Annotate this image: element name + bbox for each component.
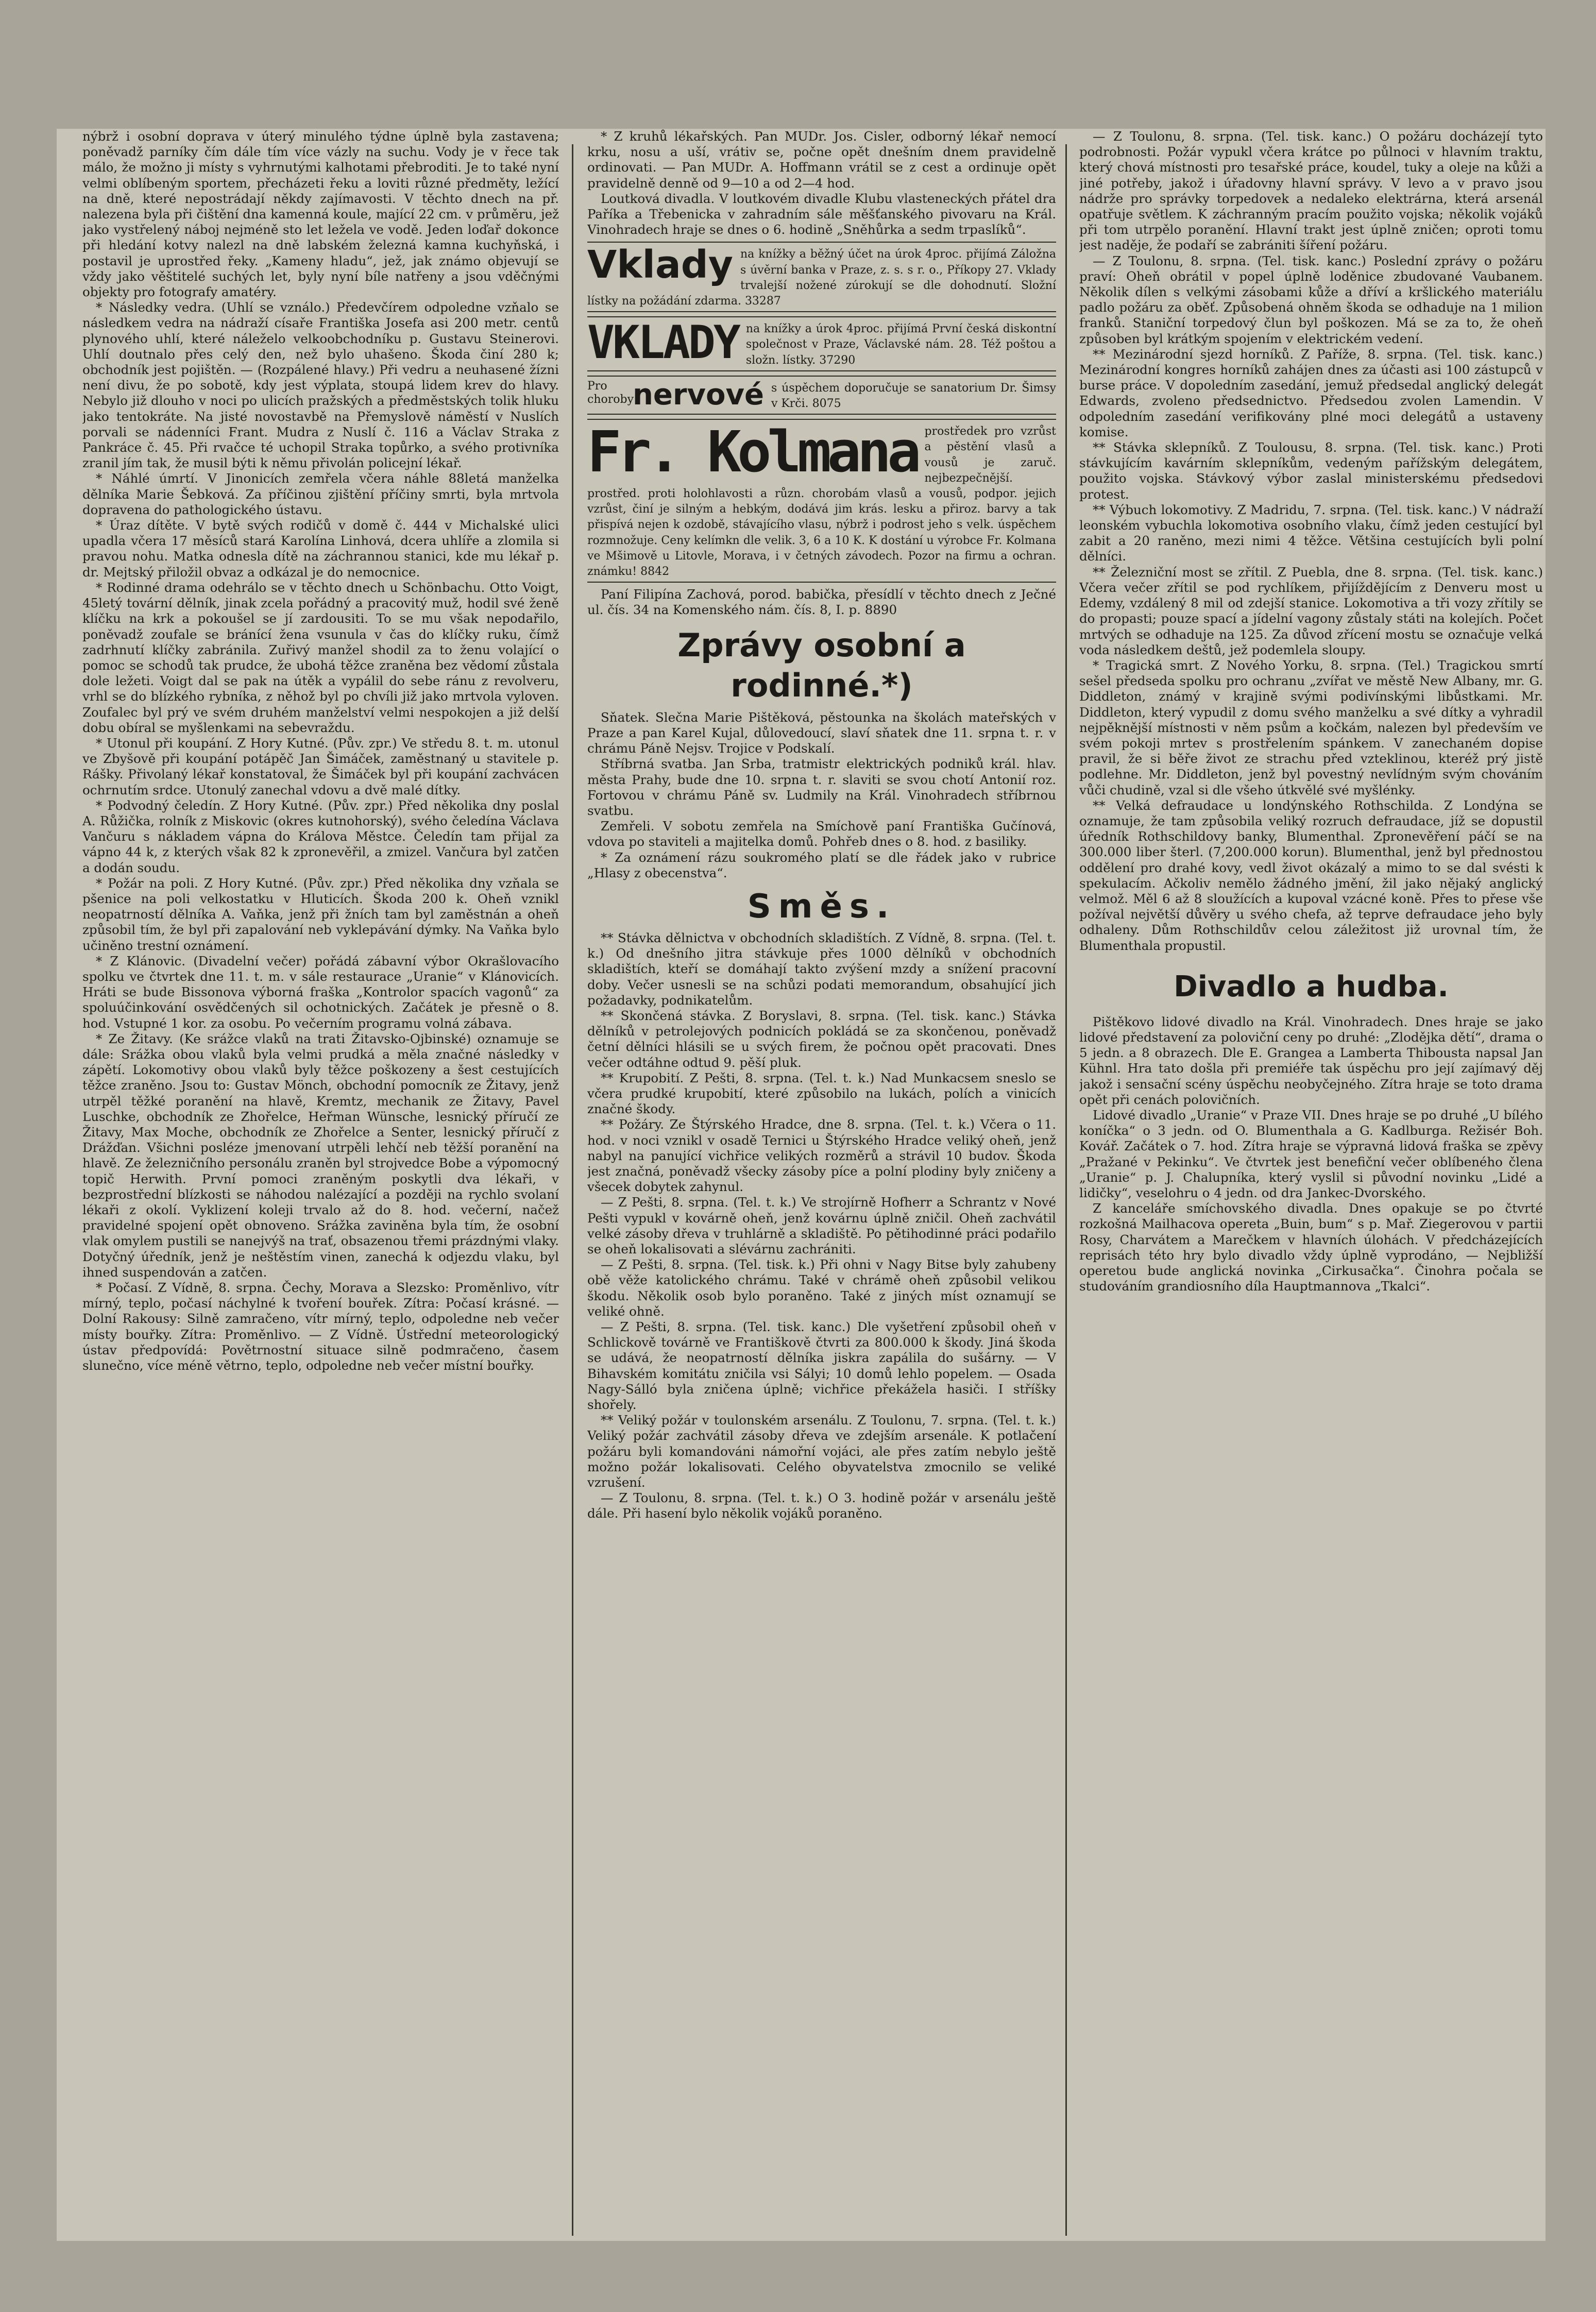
article-paragraph: ** Velká defraudace u londýnského Rothschilda. Z Londýna se oznamuje, že tam způsobila veliký rozruch defraudace, jíž se dopustil úředník Rothschildovy banky, Blumenthal. Zpronevěření páčí se na 300.000 liber šterl. (7,200.000 korun). Blumenthal, jenž byl přednostou oddělení pro drahé kovy, vedl život okázalý a mimo to se dal svésti k spekulacím. Ačkoliv nemělo žádného jmění, žil jako nějaký anglický velmož. Měl 6 až 8 sloužících a kupoval vzácné koně. Přes to přese vše požíval největší důvěry u svého chefa, až teprve defraudace jeho byly odhaleny. Dům Rothschildův celou záležitost již urovnal tím, že Blumenthala propustil. <box>1079 797 1543 953</box>
ad-text: prostředek pro vzrůst a pěstění vlasů a vousů je zaruč. nejbezpečnější. prostřed. proti holohlavosti a různ. chorobám vlasů a vousů, podpor. jejich vzrůst, činí je silným a hebkým, dodává jim krás. lesku a přiroz. barvy a tak přispívá nejen k ozdobě, stávajícího vlasu, nýbrž i podrost jeho s velk. úspěchem rozmnožuje. Ceny kelímkn dle velik. 3, 6 a 10 K. K dostání u výrobce Fr. Kolmana ve Mšimově u Litovle, Morava, i v četných závodech. Pozor na firmu a ochran. známku! 8842 <box>587 425 1056 579</box>
article-paragraph: Z kanceláře smíchovského divadla. Dnes opakuje se po čtvrté rozkošná Mailhacova opereta „Buin, bum“ s p. Mař. Ziegerovou v partii Rosy, Charvátem a Marečkem v hlavních úlohách. V předcházejících reprisách této hry bylo divadlo vždy úplně vyprodáno, — Nejbližší operetou bude anglická novinka „Cirkusačka“. Činohra počala se studováním grandiosního díla Hauptmannova „Tkalci“. <box>1079 1201 1543 1294</box>
ad-prefix: Pro choroby <box>587 379 634 406</box>
column-rule <box>572 144 573 2236</box>
article-paragraph: * Rodinné drama odehrálo se v těchto dnech u Schönbachu. Otto Voigt, 45letý tovární dělník, jinak zcela pořádný a pracovitý muž, hodil své ženě klíčku na krk a pokoušel se jí zardousiti. To se mu však nepodařilo, poněvadž zoufale se bránící žena vsunula v čas do klíčky ruku, čímž zadrhnutí klíčky zabránila. Zuřivý manžel shodil za to ženu volající o pomoc se schodů tak prudce, že ubohá těžce zraněna bez vědomí zůstala dole ležeti. Voigt dal se pak na útěk a vypálil do sebe ránu z revolveru, vrhl se do blízkého rybníka, z něhož byl po chvíli již jako mrtvola vyloven. Zoufalec byl prý ve svém druhém manželství velmi nespokojen a již delší dobu obíral se myšlenkami na sebevraždu. <box>82 580 559 735</box>
article-paragraph: — Z Toulonu, 8. srpna. (Tel. tisk. kanc.) O požáru docházejí tyto podrobnosti. Požár vypukl včera krátce po půlnoci v hlavním traktu, který chová místnosti pro tesařské práce, koudel, tuky a oleje na kůži a jiné potřeby, jakož i úřadovny hlavní správy. V levo a v pravo jsou nádrže pro správky torpedovek a nedaleko elektrárna, která arsenál opatřuje světlem. K záchranným pracím použito vojska; několik vojáků při tom utrpělo poranění. Hlavní trakt jest úplně zničen; oproti tomu jest naděje, že podaří se zabrániti šíření požáru. <box>1079 129 1543 253</box>
advertisement-vklady-diskontni <box>587 316 1056 371</box>
article-paragraph: — Z Pešti, 8. srpna. (Tel. tisk. kanc.) Dle vyšetření způsobil oheň v Schlickově továrně ve Františkově čtvrti za 800.000 k škody. Jiná škoda se udává, že neopatrností dělníka jiskra zapálila do sušárny. — V Bihavském komitátu zničila vsi Sályi; 10 domů lehlo popelem. — Osada Nagy-Sálló byla zničena úplně; vichřice překážela hasiči. I stříšky shořely. <box>587 1319 1056 1413</box>
article-paragraph: ** Železniční most se zřítil. Z Puebla, dne 8. srpna. (Tel. tisk. kanc.) Včera večer zřítil se pod rychlíkem, přijíždějícím z Denveru most u Edemy, vzdálený 8 mil od zdejší stanice. Lokomotiva a tři vozy zřítily se do propasti; pouze spací a jídelní vagony zůstaly státi na kolejích. Počet mrtvých se odhaduje na 125. Za důvod zřícení mostu se označuje velká voda následkem deštů, jež podemlela sloupy. <box>1079 564 1543 657</box>
ad-headline: Vklady <box>587 243 733 287</box>
article-paragraph: * Požár na poli. Z Hory Kutné. (Pův. zpr.) Před několika dny vzňala se pšenice na poli velkostatku v Hluticích. Škoda 200 k. Oheň vznikl neopatrností dělníka A. Vaňka, jenž při žních tam byl zaměstnán a oheň způsobil tím, že byl při zapalování neb vyklepávání dýmky. Na Vaňka bylo učiněno trestní oznámení. <box>82 875 559 953</box>
advertisement-kolmana <box>587 419 1056 583</box>
article-paragraph: * Náhlé úmrtí. V Jinonicích zemřela včera náhle 88letá manželka dělníka Marie Šebková. Za příčinou zjištění příčiny smrti, byla mrtvola dopravena do pathologického ústavu. <box>82 471 559 517</box>
ad-text: s úspěchem doporučuje se sanatorium Dr. Šimsy v Krči. 8075 <box>771 381 1056 411</box>
article-paragraph: Stříbrná svatba. Jan Srba, tratmistr elektrických podniků král. hlav. města Prahy, bude dne 10. srpna t. r. slaviti se svou chotí Antonií roz. Fortovou v chrámu Páně sv. Ludmily na Král. Vinohradech stříbrnou svatbu. <box>587 756 1056 818</box>
column-rule <box>1065 144 1067 2236</box>
article-paragraph: ** Požáry. Ze Štýrského Hradce, dne 8. srpna. (Tel. t. k.) Včera o 11. hod. v noci vznikl v osadě Ternici u Štýrského Hradce veliký oheň, jenž nabyl na panující vichřice velikých rozměrů a strávil 10 budov. Škoda jest značná, poněvadž všecky zásoby píce a polní plodiny byly zničeny a všecek dobytek zahynul. <box>587 1117 1056 1195</box>
ad-text: na knížky a běžný účet na úrok 4proc. přijímá Záložna s úvěrní banka v Praze, z. s. s r. o., Příkopy 27. Vklady trvalejší nožené zúrokují se dle dohodnutí. Složní lístky na požádání zdarma. 33287 <box>587 248 1056 308</box>
newspaper-page <box>57 129 1546 2241</box>
article-paragraph: ** Stávka sklepníků. Z Toulousu, 8. srpna. (Tel. tisk. kanc.) Proti stávkujícím kavárním sklepníkům, vedeným pařížským delegátem, použito vojska. Stávkový výbor zaslal ministerskému předsedovi protest. <box>1079 440 1543 502</box>
ad-headline: Fr. Kolmana <box>587 419 918 485</box>
article-paragraph: — Z Pešti, 8. srpna. (Tel. t. k.) Ve strojírně Hofherr a Schrantz v Nové Pešti vypukl v kovárně oheň, jenž kovárnu úplně zničil. Oheň zachvátil velké zásoby dřeva v truhlárně a skladiště. Po pětihodinné práci podařilo se oheň lokalisovati a slévárnu zachrániti. <box>587 1195 1056 1256</box>
article-paragraph: * Utonul při koupání. Z Hory Kutné. (Pův. zpr.) Ve středu 8. t. m. utonul ve Zbyšově při koupání potápěč Jan Šimáček, zaměstnaný u stavitele p. Rášky. Přivolaný lékař konstatoval, že Šimáček byl při koupání zachvácen ochrnutím srdce. Utonulý zanechal vdovu a dvě malé dítky. <box>82 735 559 797</box>
article-paragraph: — Z Toulonu, 8. srpna. (Tel. tisk. kanc.) Poslední zprávy o požáru praví: Oheň obrátil v popel úplně loděnice zbudované Vaubanem. Několik dílen s velkými zásobami kůže a dříví a kršlického materiálu padlo požáru za oběť. Způsobená ohněm škoda se odhaduje na 1 milion franků. Staniční torpedový člun byl poškozen. Má se za to, že oheň způsoben byl krátkým spojením v elektrickém vedení. <box>1079 253 1543 346</box>
column-2 <box>587 129 1056 2241</box>
article-paragraph: ** Výbuch lokomotivy. Z Madridu, 7. srpna. (Tel. tisk. kanc.) V nádraží leonském vybuchla lokomotiva osobního vlaku, čímž jeden cestující byl zabit a 20 raněno, mezi nimi 4 těžce. Většina cestujících byli polní dělníci. <box>1079 502 1543 564</box>
article-paragraph: Paní Filipína Zachová, porod. babička, přesídlí v těchto dnech z Ječné ul. čís. 34 na Komenského nám. čís. 8, I. p. 8890 <box>587 587 1056 618</box>
article-paragraph: * Úraz dítěte. V bytě svých rodičů v domě č. 444 v Michalské ulici upadla včera 17 měsíců stará Karolína Linhová, dcera uhlíře a zlomila si pravou nohu. Matka odnesla dítě na záchrannou stanici, kde mu lékař p. dr. Mejtský přiložil obvaz a odkázal je do nemocnice. <box>82 518 559 580</box>
article-paragraph: Sňatek. Slečna Marie Pištěková, pěstounka na školách mateřských v Praze a pan Karel Kujal, důlovedoucí, slaví sňatek dne 11. srpna t. r. v chrámu Páně Nejsv. Trojice v Podskalí. <box>587 709 1056 756</box>
article-paragraph: * Za oznámení rázu soukromého platí se dle řádek jako v rubrice „Hlasy z obecenstva“. <box>587 849 1056 880</box>
article-paragraph: * Počasí. Z Vídně, 8. srpna. Čechy, Morava a Slezsko: Proměnlivo, vítr mírný, teplo, počasí náchylné k tvoření bouřek. Zítra: Počasí krásné. — Dolní Rakousy: Silně zamračeno, vítr mírný, teplo, odpoledne neb večer místy bouřky. Zítra: Proměnlivo. — Z Vídně. Ústřední meteorologický ústav předpovídá: Povětrnostní situace silně podmračeno, časem slunečno, více méně větrno, teplo, odpoledne neb večer místní bouřky. <box>82 1280 559 1373</box>
article-paragraph: Zemřeli. V sobotu zemřela na Smíchově paní Františka Gučínová, vdova po staviteli a majitelka domů. Pohřeb dnes o 8. hod. z basiliky. <box>587 819 1056 849</box>
article-paragraph: nýbrž i osobní doprava v úterý minulého týdne úplně byla zastavena; poněvadž parníky čím dále tím více vázly na suchu. Vody je v řece tak málo, že možno ji místy s vyhrnutými kalhotami přebroditi. Je to také nyní velmi oblíbeným sportem, přecházeti řeku a loviti různé předměty, ležící na dně, které nepostrádají někdy zajímavosti. V těchto dnech na př. nalezena byla při čištění dna kamenná koule, mající 22 cm. v průměru, jež jako vystřelený náboj nejméně sto let ležela ve vodě. Jeden loďař dokonce při hledání kotvy nalezl na dně labském železná kamna kuchyňská, i postavil je uprostřed řeky. „Kameny hladu“, jež, jak známo objevují se vždy jako věštitelé suchých let, byly nyní bíle natřeny a jsou vděčnými objekty pro fotografy amatéry. <box>82 129 559 300</box>
section-heading-smes: Směs. <box>747 887 896 926</box>
section-heading-divadlo: Divadlo a hudba. <box>1174 970 1449 1004</box>
advertisement-sanatorium <box>587 376 1056 415</box>
article-paragraph: ** Veliký požár v toulonském arsenálu. Z Toulonu, 7. srpna. (Tel. t. k.) Veliký požár zachvátil zásoby dřeva ve zdejším arsenále. K potlačení požáru byli komandováni námořní vojáci, ale přes zatím nebylo ještě možno požár lokalisovati. Celého obyvatelstva zmocnilo se veliké vzrušení. <box>587 1413 1056 1490</box>
article-paragraph: * Ze Žitavy. (Ke srážce vlaků na trati Žitavsko-Ojbinské) oznamuje se dále: Srážka obou vlaků byla velmi prudká a měla značné následky v zápětí. Lokomotivy obou vlaků byly těžce poškozeny a šest cestujících těžce zraněno. Jsou to: Gustav Mönch, obchodní pomocník ze Žitavy, jenž utrpěl těžké poranění na hlavě, Kremtz, mechanik ze Žitavy, Pavel Luschke, obchodník ze Zhořelce, Heřman Wünsche, lesnický příručí ze Žitavy, Max Moche, obchodník ze Zhořelce a Senter, lesnický příručí z Drážďan. Všichni posléze jmenovaní utrpěli lehčí neb těžší poranění na hlavě. Ze železničního personálu zraněn byl strojvedce Bobe a výpomocný topič Herwith. První pomoci zraněným poskytli dva lékaři, v bezprostřední blízkosti se náhodou nalézající a později na rychlo svolaní lékaři z okolí. Vyklizení koleji trvalo až do 8. hod. večerní, načež pravidelné spojení opět obnoveno. Srážka zaviněna byla tím, že osobní vlak omylem pustili se nanejvýš na trať, obsazenou třemi prázdnými vlaky. Dotyčný úředník, jenž je neštěstím vinen, zanechá k odjezdu vlaku, byl ihned suspendován a zatčen. <box>82 1031 559 1280</box>
ad-headline: VKLADY <box>587 316 739 369</box>
article-paragraph: ** Skončená stávka. Z Boryslavi, 8. srpna. (Tel. tisk. kanc.) Stávka dělníků v petrolejových podnicích pokládá se za skončenou, poněvadž četní dělníci hlásili se u svých firem, že počnou opět pracovati. Dnes večer odtáhne odtud 9. pěší pluk. <box>587 1008 1056 1070</box>
advertisement-vklady <box>587 242 1056 312</box>
article-paragraph: Loutková divadla. V loutkovém divadle Klubu vlasteneckých přátel dra Paříka a Třebenicka v zahradním sále měšťanského pivovaru na Král. Vinohradech hraje se dnes o 6. hodině „Sněhůrka a sedm trpaslíků“. <box>587 191 1056 237</box>
ad-headline: nervové <box>633 378 764 412</box>
article-paragraph: ** Mezinárodní sjezd horníků. Z Paříže, 8. srpna. (Tel. tisk. kanc.) Mezinárodní kongres horníků zahájen dnes za účasti asi 100 zástupců v burse práce. V dopoledním zasedání, jemuž předsedal anglický delegát Edwards, zvoleno předsednictvo. Předsedou zvolen Lamendin. V odpoledním zasedání verifikovány plné moci delegátů a ustaveny komise. <box>1079 346 1543 439</box>
article-paragraph: * Tragická smrt. Z Nového Yorku, 8. srpna. (Tel.) Tragickou smrtí sešel předseda spolku pro ochranu „zvířat ve městě New Albany, mr. G. Diddleton, známý v krajině svými podivínskými libůstkami. Mr. Diddleton, který vypudil z domu svého manželku a své dítky a vyhradil nejpěknější místnosti v něm psům a kočkám, nalezen byl především ve svém pokoji mrtev s prostřelením spánkem. V zanechaném dopise pravil, že si běře život ze strachu před vzteklinou, kteréž prý jistě podlehne. Mr. Diddleton, jenž byl povestný nevlídným svým chováním vůči chudině, vzal si dle všeho útkvělé své myšlénky. <box>1079 657 1543 797</box>
article-paragraph: * Z kruhů lékařských. Pan MUDr. Jos. Cisler, odborný lékař nemocí krku, nosu a uší, vrátiv se, počne opět dnešním dnem pravidelně ordinovati. — Pan MUDr. A. Hoffmann vrátil se z cest a ordinuje opět pravidelně denně od 9—10 a od 2—4 hod. <box>587 129 1056 191</box>
article-paragraph: * Následky vedra. (Uhlí se vználo.) Předevčírem odpoledne vzňalo se následkem vedra na nádraží císaře Františka Josefa asi 200 metr. centů plynového uhlí, které náleželo velkoobchodníku p. Gustavu Steinerovi. Uhlí doutnalo přes celý den, než bylo uhašeno. Škoda činí 280 k; obchodník jest pojištěn. — (Rozpálené hlavy.) Při vedru a neuhasené žízni není divu, že po sobotě, kdy jest výplata, stoupá lidem krev do hlavy. Nebylo již dlouho v noci po ulicích pražských a předměstských tolik hluku jako tentokráte. Na jisté novostavbě na Přemyslově náměstí v Nuslích porvali se nádenníci Frant. Mudra z Nuslí č. 116 a Václav Straka z Pankráce č. 45. Při rvačce té uchopil Straka topůrko, a svého protivníka zranil jím tak, že musil býti k němu přivolán policejní lékař. <box>82 300 559 471</box>
article-paragraph: * Podvodný čeledín. Z Hory Kutné. (Pův. zpr.) Před několika dny poslal A. Růžička, rolník z Miskovic (okres kutnohorský), svého čeledína Václava Vančuru s nákladem vápna do Králova Městce. Čeledín tam přijal za vápno 44 k, z kterých však 82 k zpronevěřil, a zmizel. Vančura byl zatčen a dodán soudu. <box>82 797 559 875</box>
article-paragraph: Lidové divadlo „Uranie“ v Praze VII. Dnes hraje se po druhé „U bílého koníčka“ o 3 jedn. od O. Blumenthala a G. Kadlburga. Režisér Boh. Kovář. Začátek o 7. hod. Zítra hraje se výpravná lidová fraška se zpěvy „Pražané v Pekinku“. Ve čtvrtek jest benefiční večer oblíbeného člena „Uranie“ p. J. Chalupníka, který vyslil si původní novinku „Lidé a lidičky“, veselohru o 4 jedn. od dra Jankec-Dvorského. <box>1079 1107 1543 1200</box>
article-paragraph: — Z Pešti, 8. srpna. (Tel. tisk. k.) Při ohni v Nagy Bitse byly zahubeny obě věže katolického chrámu. Také v chrámě oheň způsobil velikou škodu. Několik osob bylo poraněno. Také z jiných míst oznamují se veliké ohně. <box>587 1257 1056 1319</box>
article-paragraph: ** Krupobití. Z Pešti, 8. srpna. (Tel. t. k.) Nad Munkacsem sneslo se včera prudké krupobití, které způsobilo na lukách, polích a vinicích značné škody. <box>587 1070 1056 1117</box>
ad-text: na knížky a úrok 4proc. přijímá První česká diskontní společnost v Praze, Václavské nám. 28. Též poštou a složn. lístky. 37290 <box>745 322 1056 367</box>
article-paragraph: Pištěkovo lidové divadlo na Král. Vinohradech. Dnes hraje se jako lidové představení za poloviční ceny po druhé: „Zlodějka dětí“, drama o 5 jedn. a 8 obrazech. Dle E. Grangea a Lamberta Thibousta napsal Jan Kühnl. Hra tato došla při premiéře tak úspěchu pro její zajímavý děj jakož i sensační scény úspěchu neobyčejného. Zítra hraje se toto drama opět při cenách polovičních. <box>1079 1014 1543 1107</box>
section-heading-zpravy: Zprávy osobní a rodinné.*) <box>677 626 966 704</box>
article-paragraph: * Z Klánovic. (Divadelní večer) pořádá zábavní výbor Okrašlovacího spolku ve čtvrtek dne 11. t. m. v sále restaurace „Uranie“ v Klánovicích. Hráti se bude Bissonova výborná fraška „Kontrolor spacích vagonů“ za spoluúčinkování osvědčených sil ochotnických. Začátek je přesně o 8. hod. Vstupné 1 kor. za osobu. Po večerním programu volná zábava. <box>82 953 559 1031</box>
column-3 <box>1079 129 1543 2241</box>
article-paragraph: — Z Toulonu, 8. srpna. (Tel. t. k.) O 3. hodině požár v arsenálu ještě dále. Při hasení bylo několik vojáků poraněno. <box>587 1490 1056 1521</box>
column-1 <box>82 129 559 2241</box>
article-paragraph: ** Stávka dělnictva v obchodních skladištích. Z Vídně, 8. srpna. (Tel. t. k.) Od dnešního jitra stávkuje přes 1000 dělníků v obchodních skladištích, kteří se domáhají takto zvýšení mzdy a snížení pracovní doby. Večer usnesli se na schůzi podati memorandum, obsahující jich požadavky, podnikatelům. <box>587 930 1056 1008</box>
